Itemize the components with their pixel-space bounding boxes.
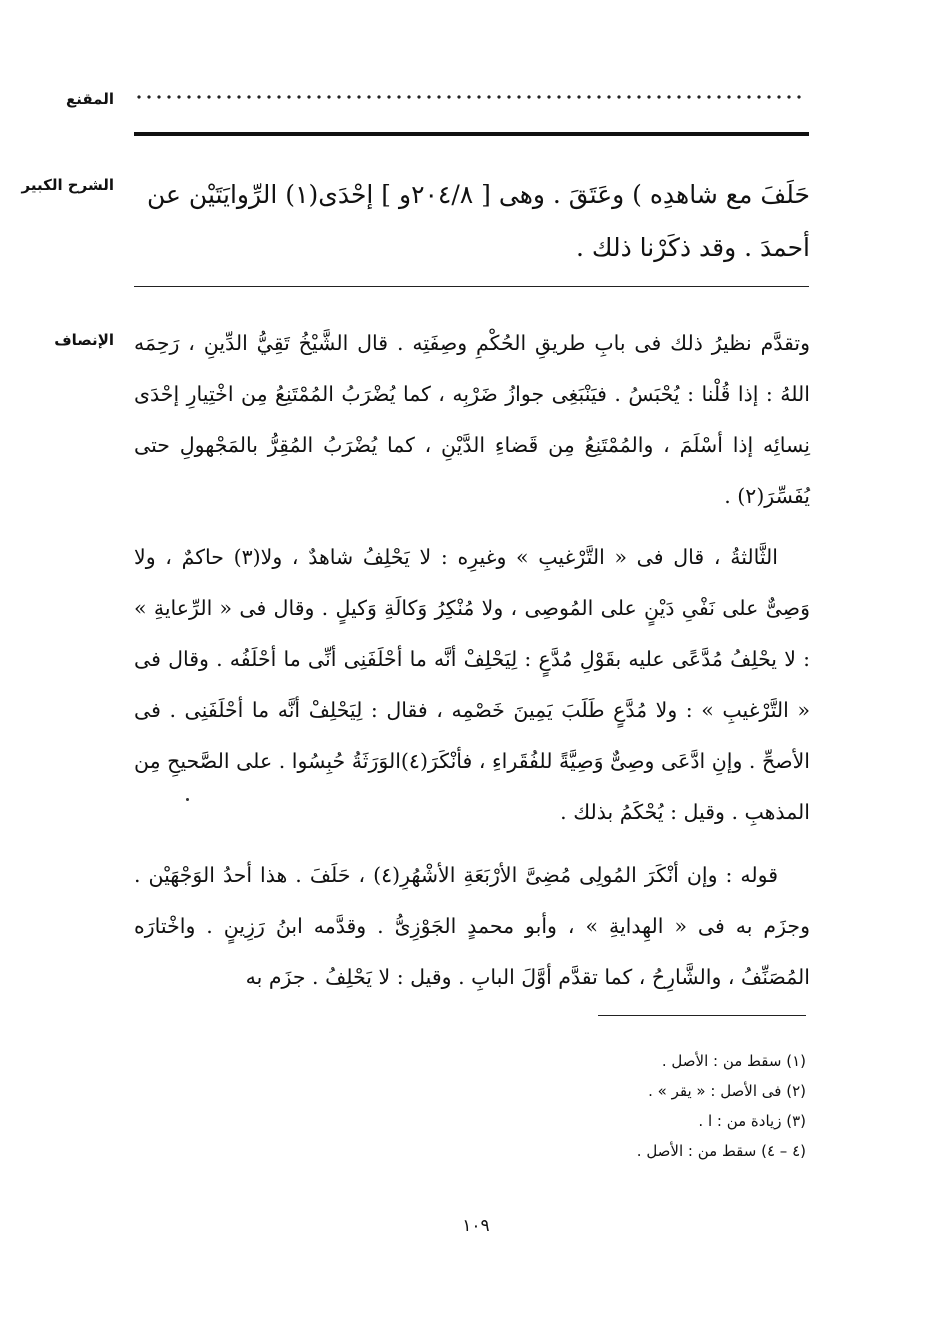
footnote-rule — [598, 1015, 806, 1016]
book-title-label: المقنع — [66, 90, 114, 108]
print-speck — [186, 798, 189, 801]
header-rule — [134, 132, 809, 136]
footnote-3: (٣) زيادة من : ا . — [698, 1112, 806, 1130]
insaf-section-label: الإنصاف — [54, 331, 114, 349]
footnote-2: (٢) فى الأصل : « يقر » . — [648, 1082, 806, 1100]
footnote-4: (٤ – ٤) سقط من : الأصل . — [636, 1142, 806, 1160]
header-dotted-leader — [134, 93, 806, 101]
footnote-1: (١) سقط من : الأصل . — [661, 1052, 806, 1070]
insaf-paragraph-2: الثَّالثةُ ، قال فى « التَّرْغيبِ » وغيرِه : لا يَحْلِفُ شاهدٌ ، ولا(٣) حاكمٌ ، ولا وَصِىٌّ على نَفْىِ دَيْنٍ على المُوصِى ، ولا مُنْكِرُ وَكالَةِ وَكيلٍ . وقال فى « الرِّعايةِ » : لا يحْلِفُ مُدَّعًى عليه بقَوْلِ مُدَّعٍ : لِيَحْلِفْ أنَّه ما أحْلَفَنِى أنِّى ما أحْلَفُه . وقال فى « التَّرْغيبِ » : ولا مُدَّعٍ طَلَبَ يَمِينَ خَصْمِه ، فقال : لِيَحْلِفْ أنَّه ما أحْلَفَنِى . فى الأصحِّ . وإنِ ادَّعَى وصِىٌّ وَصِيَّةً للفُقَراءِ ، فأنْكَرَ(٤)الوَرَثَةُ حُبِسُوا . على الصَّحيحِ مِن المذهبِ . وقيل : يُحْكَمُ بذلك . — [134, 545, 811, 824]
sharh-section-label: الشرح الكبير — [21, 176, 114, 194]
insaf-paragraph-1: وتقدَّم نظيرُ ذلك فى بابِ طريقِ الحُكْمِ وصِفَتِه . قال الشَّيْخُ تَقِيُّ الدِّينِ ، رَحِمَه اللهُ : إذا قُلْنا : يُحْبَسُ . فيَنْبَغِى جوازُ ضَرْبِه ، كما يُضْرَبُ المُمْتَنِعُ مِن اخْتِيارِ إحْدَى نِسائِه إذا أسْلَمَ ، والمُمْتَنِعُ مِن قَضاءِ الدَّيْنِ ، كما يُضْرَبُ المُقِرُّ بالمَجْهولِ حتى يُفَسِّرَ(٢) . — [134, 331, 810, 508]
insaf-paragraph-3: قوله : وإن أنْكَرَ المُولِى مُضِىَّ الأرْبَعَةِ الأشْهُرِ(٤) ، حَلَفَ . هذا أحدُ الوَجْهَيْن . وجزَم به فى « الهِدايةِ » ، وأبو محمدٍ الجَوْزِىُّ . وقدَّمه ابنُ رَزِينٍ . واخْتارَه المُصَنِّفُ ، والشَّارِحُ ، كما تقدَّم أوَّلَ البابِ . وقيل : لا يَحْلِفُ . جزَم به — [134, 863, 810, 989]
sharh-text — [134, 168, 810, 274]
page-number: ١٠٩ — [462, 1216, 490, 1236]
section-divider — [134, 286, 809, 287]
sharh-line-2: أحمدَ . وقد ذكَرْنا ذلك . — [576, 233, 810, 262]
footnotes — [326, 1046, 806, 1166]
insaf-text — [134, 318, 810, 1003]
sharh-line-1: حَلَفَ مع شاهدِه ) وعَتَقَ . وهى [ ٢٠٤/٨و ] إحْدَى(١) الرِّوايَتَيْن عن — [147, 180, 810, 209]
